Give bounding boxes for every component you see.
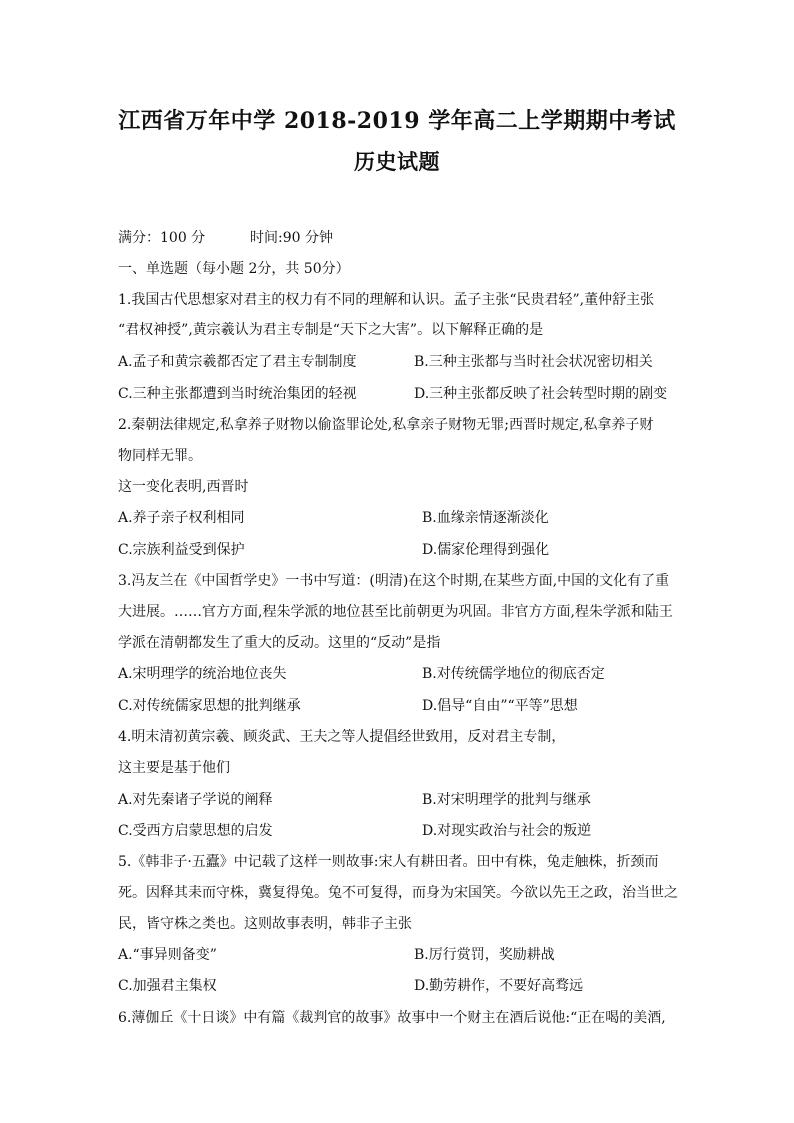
question-3-line-1: 3.冯友兰在《中国哲学史》一书中写道：(明清)在这个时期,在某些方面,中国的文化有了重 [118, 573, 670, 589]
question-5-option-c: C.加强君主集权 [118, 978, 217, 994]
question-4-option-d: D.对现实政治与社会的叛逆 [422, 823, 592, 839]
question-4-option-c: C.受西方启蒙思想的启发 [118, 823, 273, 839]
question-4-line-2: 这主要是基于他们 [118, 760, 230, 776]
question-5-option-d: D.勤劳耕作，不要好高骛远 [414, 978, 584, 994]
question-3-line-3: 学派在清朝都发生了重大的反动。这里的“反动”是指 [118, 635, 441, 651]
question-1-option-c: C.三种主张都遭到当时统治集团的轻视 [118, 386, 357, 402]
question-3-option-c: C.对传统儒家思想的批判继承 [118, 698, 301, 714]
exam-meta [118, 229, 688, 247]
section-heading: 一、单选题（每小题 2分，共 50分） [118, 261, 350, 277]
question-1-option-a: A.孟子和黄宗羲都否定了君主专制制度 [118, 354, 357, 370]
question-2-line-2: 物同样无罪。 [118, 448, 202, 464]
question-3-line-2: 大进展。……官方方面,程朱学派的地位甚至比前朝更为巩固。非官方方面,程朱学派和陆王 [118, 604, 673, 620]
question-4-option-b: B.对宋明理学的批判与继承 [422, 792, 591, 808]
question-2-option-c: C.宗族利益受到保护 [118, 542, 245, 558]
question-2-option-d: D.儒家伦理得到强化 [422, 542, 550, 558]
subject-title: 历史试题 [354, 149, 440, 174]
question-1-option-b: B.三种主张都与当时社会状况密切相关 [414, 354, 653, 370]
question-6-line-1: 6.薄伽丘《十日谈》中有篇《裁判官的故事》故事中一个财主在酒后说他:“正在喝的美酒, [118, 1010, 666, 1026]
question-5-line-1: 5.《韩非子·五蠹》中记载了这样一则故事:宋人有耕田者。田中有株，兔走触株，折颈而 [118, 854, 659, 870]
question-2-option-a: A.养子亲子权利相同 [118, 510, 245, 526]
question-5-option-a: A.“事异则备变” [118, 947, 217, 963]
question-3-option-a: A.宋明理学的统治地位丧失 [118, 666, 287, 682]
question-5-line-3: 民，皆守株之类也。这则故事表明，韩非子主张 [118, 916, 412, 932]
question-5-line-2: 死。因释其耒而守株，冀复得兔。兔不可复得，而身为宋国笑。今欲以先王之政，治当世之 [118, 885, 678, 901]
question-1-line-2: “君权神授”,黄宗羲认为君主专制是“天下之大害”。以下解释正确的是 [118, 322, 544, 338]
question-2-option-b: B.血缘亲情逐渐淡化 [422, 510, 549, 526]
exam-title: 江西省万年中学 2018-2019 学年高二上学期期中考试 [118, 108, 676, 134]
question-2-line-3: 这一变化表明,西晋时 [118, 479, 249, 495]
question-3-option-b: B.对传统儒学地位的彻底否定 [422, 666, 605, 682]
question-1-line-1: 1.我国古代思想家对君主的权力有不同的理解和认识。孟子主张“民贵君轻”,董仲舒主张 [118, 292, 655, 308]
question-1-option-d: D.三种主张都反映了社会转型时期的剧变 [414, 386, 668, 402]
question-4-line-1: 4.明末清初黄宗羲、顾炎武、王夫之等人提倡经世致用，反对君主专制， [118, 729, 566, 745]
question-5-option-b: B.厉行赏罚，奖励耕战 [414, 947, 555, 963]
question-2-line-1: 2.秦朝法律规定,私拿养子财物以偷盗罪论处,私拿亲子财物无罪;西晋时规定,私拿养子财 [118, 417, 654, 433]
question-4-option-a: A.对先秦诸子学说的阐释 [118, 792, 273, 808]
total-score: 满分：100 分 [118, 230, 206, 246]
question-3-option-d: D.倡导“自由”“平等”思想 [422, 698, 578, 714]
exam-time: 时间:90 分钟 [250, 230, 333, 246]
